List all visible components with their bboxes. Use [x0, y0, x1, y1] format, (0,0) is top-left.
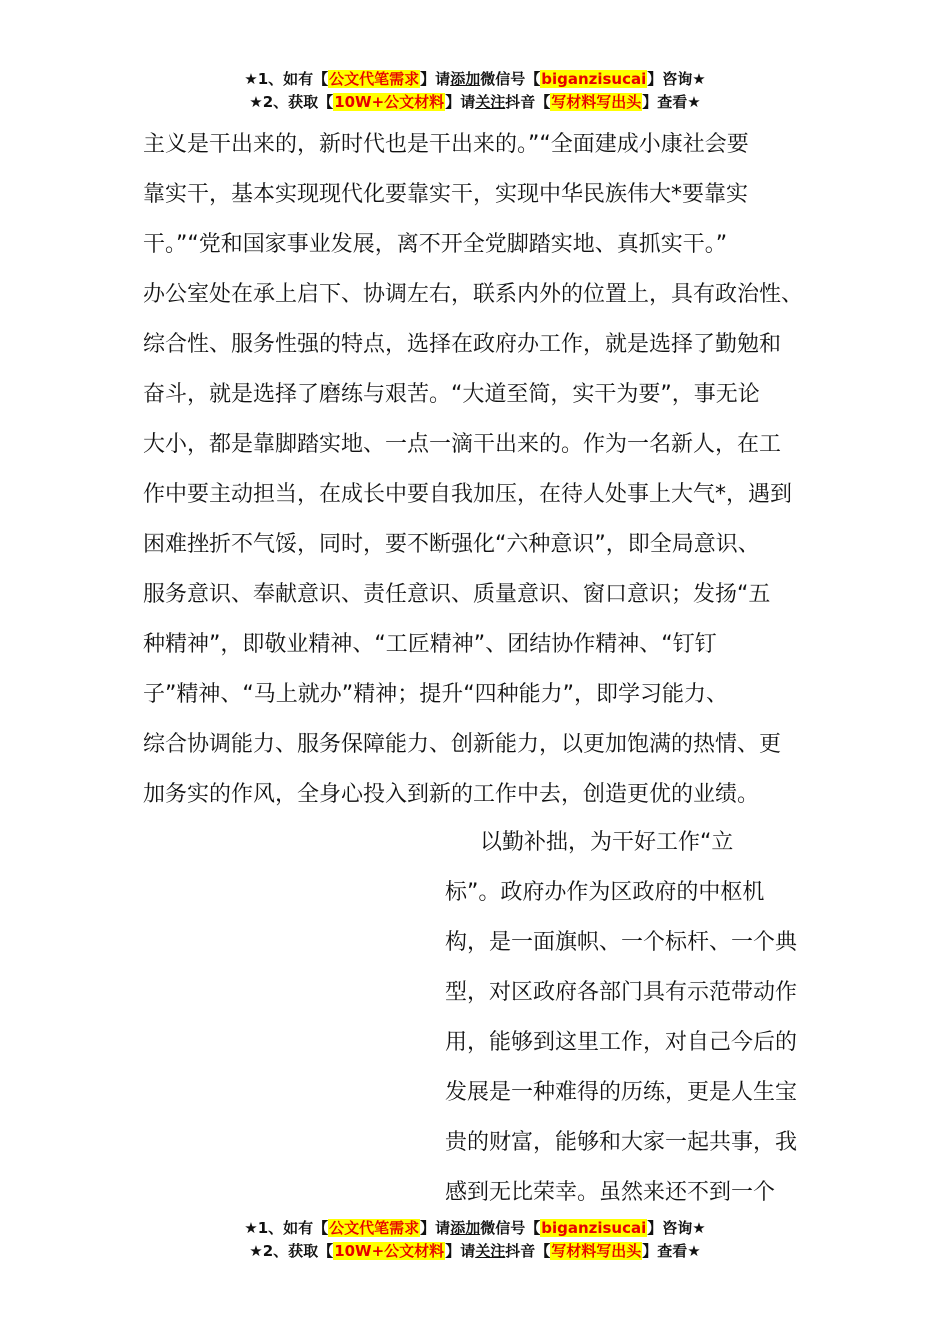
- paragraph-line: 加务实的作风，全身心投入到新的工作中去，创造更优的业绩。: [143, 782, 760, 807]
- highlight-materials: 10W+公文材料: [334, 1242, 445, 1260]
- banner-text: 抖音【: [505, 1242, 551, 1260]
- banner-text: 】请: [445, 1242, 476, 1260]
- banner-text: 】请: [445, 93, 476, 111]
- banner-text: ★2、获取【: [249, 1242, 334, 1260]
- paragraph-line: 感到无比荣幸。虽然来还不到一个: [445, 1180, 776, 1205]
- highlight-douyin: 写材料写出头: [551, 1242, 642, 1260]
- paragraph-line: 奋斗，就是选择了磨练与艰苦。“大道至简，实干为要”，事无论: [143, 382, 760, 407]
- paragraph-line: 标”。政府办作为区政府的中枢机: [445, 880, 765, 905]
- paragraph-line: 困难挫折不气馁，同时，要不断强化“六种意识”，即全局意识、: [143, 532, 760, 557]
- banner-text: ★1、如有【: [244, 70, 329, 88]
- highlight-service: 公文代笔需求: [329, 70, 420, 88]
- paragraph-line: 靠实干，基本实现现代化要靠实干，实现中华民族伟大*要靠实: [143, 182, 749, 207]
- main-paragraph: [143, 120, 823, 820]
- footer-banner: [0, 1217, 950, 1263]
- banner-text: 】请: [420, 70, 451, 88]
- highlight-wechat-id: biganzisucai: [541, 70, 647, 88]
- highlight-wechat-id: biganzisucai: [541, 1219, 647, 1237]
- underlined-text: 关注: [475, 93, 506, 111]
- banner-text: 抖音【: [505, 93, 551, 111]
- banner-text: 微信号【: [480, 1219, 541, 1237]
- banner-text: 】查看★: [642, 1242, 701, 1260]
- banner-text: ★2、获取【: [249, 93, 334, 111]
- paragraph-line: 发展是一种难得的历练，更是人生宝: [445, 1080, 798, 1105]
- paragraph-heading-line: 以勤补拙，为干好工作“立: [480, 830, 734, 855]
- paragraph-line: 服务意识、奉献意识、责任意识、质量意识、窗口意识；发扬“五: [143, 582, 771, 607]
- paragraph-line: 构，是一面旗帜、一个标杆、一个典: [445, 930, 798, 955]
- paragraph-line: 干。”“党和国家事业发展，离不开全党脚踏实地、真抓实干。”: [143, 232, 728, 257]
- banner-line-2: [0, 1240, 950, 1263]
- paragraph-line: 种精神”，即敬业精神、“工匠精神”、团结协作精神、“钉钉: [143, 632, 717, 657]
- underlined-text: 添加: [450, 70, 481, 88]
- highlight-service: 公文代笔需求: [329, 1219, 420, 1237]
- banner-text: 】咨询★: [647, 1219, 706, 1237]
- paragraph-line: 办公室处在承上启下、协调左右，联系内外的位置上，具有政治性、: [143, 282, 804, 307]
- paragraph-line: 综合协调能力、服务保障能力、创新能力，以更加饱满的热情、更: [143, 732, 782, 757]
- banner-line-2: [0, 91, 950, 114]
- banner-text: 】咨询★: [647, 70, 706, 88]
- paragraph-line: 作中要主动担当，在成长中要自我加压，在待人处事上大气*，遇到: [143, 482, 793, 507]
- paragraph-line: 型，对区政府各部门具有示范带动作: [445, 980, 798, 1005]
- banner-text: 】请: [420, 1219, 451, 1237]
- paragraph-line: 贵的财富，能够和大家一起共事，我: [445, 1130, 798, 1155]
- underlined-text: 关注: [475, 1242, 506, 1260]
- header-banner: [0, 68, 950, 114]
- banner-text: 微信号【: [480, 70, 541, 88]
- paragraph-line: 用，能够到这里工作，对自己今后的: [445, 1030, 798, 1055]
- paragraph-line: 主义是干出来的，新时代也是干出来的。”“全面建成小康社会要: [143, 132, 749, 157]
- highlight-douyin: 写材料写出头: [551, 93, 642, 111]
- paragraph-line: 综合性、服务性强的特点，选择在政府办工作，就是选择了勤勉和: [143, 332, 782, 357]
- paragraph-line: 子”精神、“马上就办”精神；提升“四种能力”，即学习能力、: [143, 682, 728, 707]
- underlined-text: 添加: [450, 1219, 481, 1237]
- paragraph-line: 大小，都是靠脚踏实地、一点一滴干出来的。作为一名新人，在工: [143, 432, 782, 457]
- column-paragraph: [445, 818, 825, 1218]
- banner-line-1: [0, 1217, 950, 1240]
- banner-text: ★1、如有【: [244, 1219, 329, 1237]
- banner-line-1: [0, 68, 950, 91]
- banner-text: 】查看★: [642, 93, 701, 111]
- highlight-materials: 10W+公文材料: [334, 93, 445, 111]
